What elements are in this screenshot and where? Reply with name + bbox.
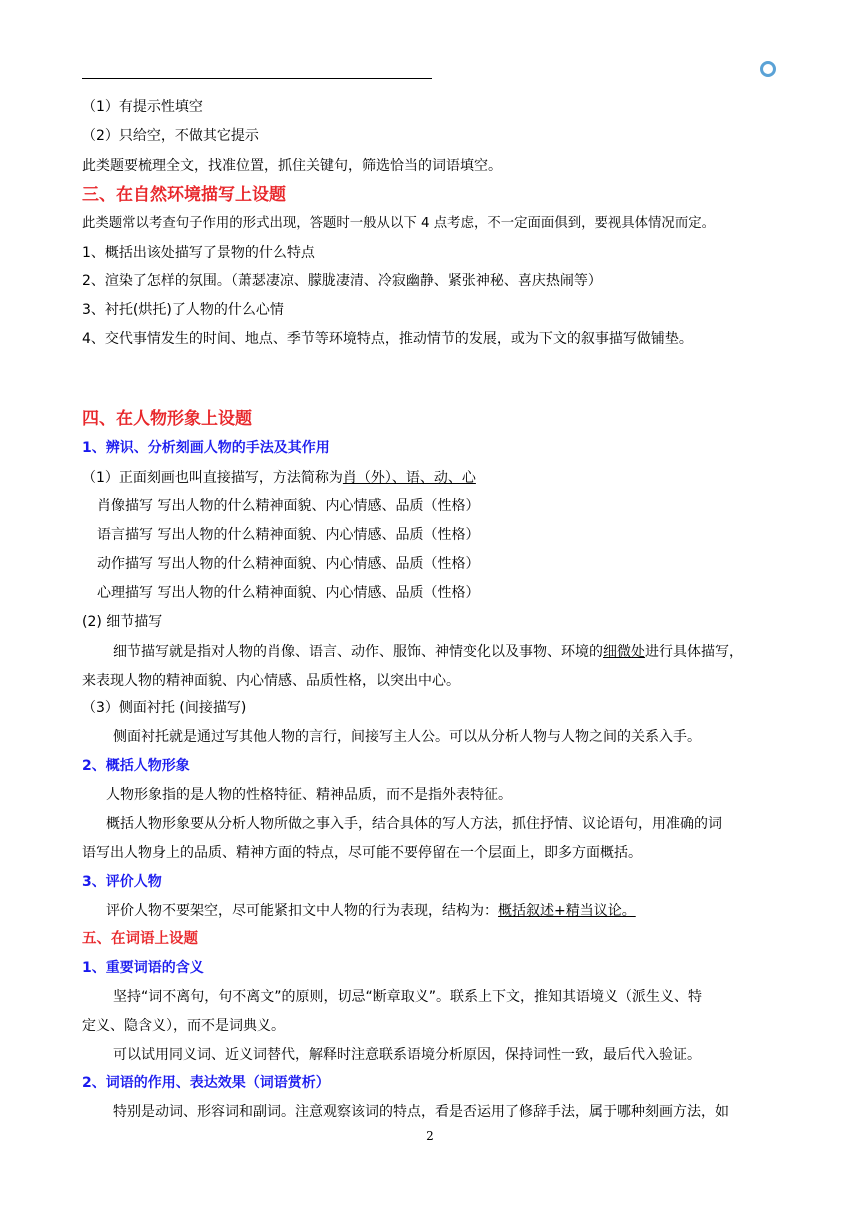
text-line: 肖像描写 写出人物的什么精神面貌、内心情感、品质（性格） [97,498,480,514]
underlined-text: 肖（外）、语、动、心 [342,470,476,486]
text-line [0,900,860,922]
text-line: 侧面衬托就是通过写其他人物的言行，间接写主人公。可以从分析人物与人物之间的关系入手。 [113,729,701,745]
text-line: 2、渲染了怎样的氛围。（萧瑟凄凉、朦胧凄清、冷寂幽静、紧张神秘、喜庆热闹等） [82,273,602,289]
text-line: 坚持“词不离句，句不离文”的原则，切忌“断章取义”。联系上下文，推知其语境义（派生义、特 [113,989,703,1005]
text-span: （1）正面刻画也叫直接描写，方法简称为 [82,470,343,486]
text-line: 语写出人物身上的品质、精神方面的特点，尽可能不要停留在一个层面上，即多方面概括。 [82,845,642,861]
section-heading-5: 五、在词语上设题 [82,931,198,947]
text-line: 概括人物形象要从分析人物所做之事入手，结合具体的写人方法，抓住抒情、议论语句，用准确的词 [106,816,722,832]
text-line: 此类题要梳理全文，找准位置，抓住关键句，筛选恰当的词语填空。 [82,158,502,174]
text-line: 可以试用同义词、近义词替代，解释时注意联系语境分析原因，保持词性一致，最后代入验证。 [113,1047,701,1063]
subheading: 1、辨识、分析刻画人物的手法及其作用 [82,440,330,456]
text-span: 进行具体描写， [645,644,743,660]
text-line: 定义、隐含义），而不是词典义。 [82,1018,285,1034]
text-line: 来表现人物的精神面貌、内心情感、品质性格，以突出中心。 [82,673,460,689]
text-line: （3）侧面衬托 (间接描写) [82,700,247,716]
underlined-text: 概括叙述+精当议论。 [498,903,636,919]
subheading: 3、评价人物 [82,874,162,890]
text-line: 语言描写 写出人物的什么精神面貌、内心情感、品质（性格） [97,527,480,543]
text-line: 4、交代事情发生的时间、地点、季节等环境特点，推动情节的发展，或为下文的叙事描写做铺垫。 [82,331,693,347]
text-line: 人物形象指的是人物的性格特征、精神品质，而不是指外表特征。 [106,787,512,803]
text-line: （2）只给空，不做其它提示 [82,128,259,144]
text-line: （1）有提示性填空 [82,99,203,115]
section-heading-4: 四、在人物形象上设题 [82,409,252,429]
text-line [0,641,860,663]
text-span: 细节描写就是指对人物的肖像、语言、动作、服饰、神情变化以及事物、环境的 [113,644,603,660]
subheading: 2、概括人物形象 [82,758,190,774]
page-number: 2 [426,1129,434,1143]
text-line: 特别是动词、形容词和副词。注意观察该词的特点，看是否运用了修辞手法，属于哪种刻画方法，如 [113,1104,729,1120]
section-heading-3: 三、在自然环境描写上设题 [82,185,286,205]
text-line: 3、衬托(烘托)了人物的什么心情 [82,302,284,318]
text-line: 心理描写 写出人物的什么精神面貌、内心情感、品质（性格） [97,585,480,601]
text-line: (2) 细节描写 [82,614,163,630]
subheading: 1、重要词语的含义 [82,960,204,976]
text-line: 动作描写 写出人物的什么精神面貌、内心情感、品质（性格） [97,556,480,572]
text-line: 此类题常以考查句子作用的形式出现，答题时一般从以下 4 点考虑，不一定面面俱到，要视具体情况而定。 [82,216,715,231]
header-rule [82,78,432,79]
text-line: 1、概括出该处描写了景物的什么特点 [82,245,315,261]
underlined-text: 细微处 [603,644,645,660]
subheading: 2、词语的作用、表达效果（词语赏析） [82,1075,330,1091]
text-line [0,467,860,489]
circle-decoration-icon [760,61,776,77]
text-span: 评价人物不要架空，尽可能紧扣文中人物的行为表现，结构为： [106,903,498,919]
